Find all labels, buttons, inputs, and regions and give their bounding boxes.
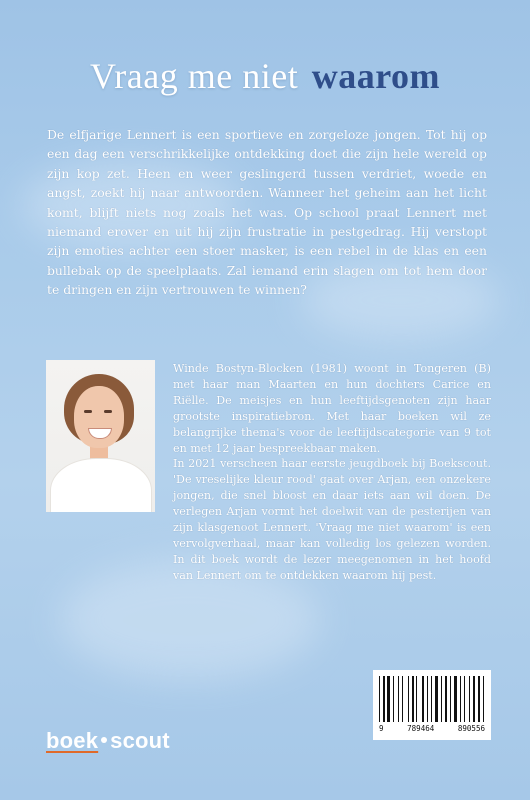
barcode-bar xyxy=(412,676,414,722)
barcode-bar xyxy=(443,676,445,722)
barcode-bar xyxy=(386,676,387,722)
barcode-bar xyxy=(450,676,451,722)
barcode-bar xyxy=(445,676,447,722)
isbn-group-2: 890556 xyxy=(457,724,485,733)
barcode-bar xyxy=(383,676,385,722)
barcode-bar xyxy=(481,676,482,722)
publisher-logo-dot xyxy=(101,737,107,743)
isbn-group-1: 789464 xyxy=(407,724,435,733)
barcode-bar xyxy=(476,676,477,722)
barcode-bar xyxy=(400,676,401,722)
author-bio-paragraph-1: Winde Bostyn-Blocken (1981) woont in Tongeren (B) met haar man Maarten en hun dochters Carice en Riëlle. De meisjes en hun leeftijdsgenoten zijn haar grootste inspiratiebron. Met haar boeken wil ze belangrijke thema's voor de leeftijdscategorie van 9 tot en met 12 jaar bespreekbaar maken. xyxy=(173,362,491,455)
barcode-bar xyxy=(427,676,428,722)
isbn-number xyxy=(379,724,485,733)
barcode-bar xyxy=(379,676,380,722)
author-shirt xyxy=(50,458,152,512)
barcode-bar xyxy=(431,676,433,722)
barcode-bar xyxy=(408,676,409,722)
barcode-bar xyxy=(471,676,472,722)
barcode-bar xyxy=(387,676,390,722)
barcode-bar xyxy=(483,676,484,722)
barcode-bar xyxy=(458,676,459,722)
barcode-bar xyxy=(462,676,463,722)
barcode-bar xyxy=(435,676,438,722)
book-title xyxy=(0,55,530,97)
book-title-part2: waarom xyxy=(311,56,441,96)
barcode-bar xyxy=(381,676,382,722)
book-blurb: De elfjarige Lennert is een sportieve en zorgeloze jongen. Tot hij op een dag een verschrikkelijke ontdekking doet die zijn hele wereld op zijn kop zet. Heen en weer geslingerd tussen verdriet, woede en angst, zoekt hij naar antwoorden. Wanneer het geheim aan het licht komt, blijft niets nog zoals het was. Op school praat Lennert met niemand erover en uit hij zijn frustratie in pestgedrag. Hij verstopt zijn emoties achter een stoer masker, is een rebel in de klas en een bullebak op de speelplaats. Zal iemand erin slagen om tot hem door te dringen en zijn vertrouwen te winnen? xyxy=(47,127,487,298)
barcode-bar xyxy=(433,676,434,722)
book-title-part1: Vraag me niet xyxy=(89,56,299,96)
publisher-logo-part1: boek xyxy=(46,728,99,753)
author-eye xyxy=(84,410,92,413)
isbn-lead-digit: 9 xyxy=(379,724,384,733)
barcode-bar xyxy=(464,676,465,722)
barcode-bar xyxy=(452,676,453,722)
publisher-logo-part2: scout xyxy=(110,728,170,753)
barcode-bar xyxy=(460,676,462,722)
author-bio-paragraph-2: In 2021 verscheen haar eerste jeugdboek bij Boekscout. 'De vreselijke kleur rood' gaat over Arjan, een onzekere jongen, die snel bloost en daar iets aan wil doen. De verlegen Arjan vormt het doelwit van de pesterijen van zijn klasgenoot Lennert. 'Vraag me niet waarom' is een vervolgverhaal, maar kan volledig los gelezen worden. In dit boek wordt de lezer meegenomen in het hoofd van Lennert om te ontdekken waarom hij pest. xyxy=(173,457,491,582)
barcode-bar xyxy=(418,676,421,722)
barcode-bar xyxy=(429,676,430,722)
author-eye xyxy=(104,410,112,413)
barcode-bar xyxy=(402,676,404,722)
barcode-bar xyxy=(404,676,407,722)
barcode-bar xyxy=(410,676,411,722)
barcode-bar xyxy=(454,676,457,722)
isbn-barcode xyxy=(373,670,491,740)
barcode-bar xyxy=(398,676,399,722)
barcode-bars xyxy=(379,676,485,722)
barcode-bar xyxy=(478,676,480,722)
barcode-bar xyxy=(393,676,394,722)
barcode-bar xyxy=(469,676,470,722)
barcode-bar xyxy=(416,676,417,722)
barcode-bar xyxy=(448,676,449,722)
author-photo xyxy=(46,360,155,512)
author-bio xyxy=(173,361,491,584)
barcode-bar xyxy=(395,676,397,722)
barcode-bar xyxy=(391,676,392,722)
barcode-bar xyxy=(441,676,442,722)
barcode-bar xyxy=(466,676,468,722)
barcode-bar xyxy=(473,676,476,722)
publisher-logo xyxy=(46,728,170,754)
barcode-bar xyxy=(422,676,424,722)
barcode-bar xyxy=(425,676,426,722)
barcode-bar xyxy=(415,676,416,722)
barcode-bar xyxy=(439,676,440,722)
